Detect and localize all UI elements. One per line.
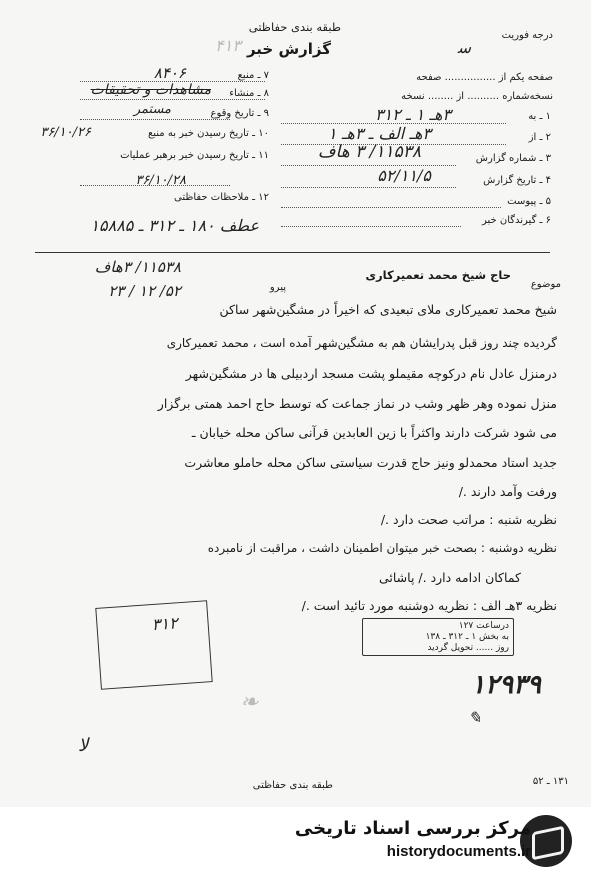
subject-value: حاج شیخ محمد تعمیرکاری [365, 268, 511, 282]
classification-top: طبقه بندی حفاظتی [248, 20, 341, 34]
field-label-received-source: ۱۰ ـ تاریخ رسیدن خبر به منبع [147, 128, 269, 139]
header-divider [35, 252, 550, 253]
field-label-recipients: ۶ ـ گیرندگان خبر [481, 215, 551, 226]
field-label-source: ۷ ـ منبع [237, 70, 269, 81]
page-stamp-faint: ۴۱۳ [215, 36, 241, 55]
field-label-occurrence: ۹ ـ تاریخ وقوع [210, 108, 269, 119]
subject-label: موضوع [530, 279, 561, 290]
body-line: درمنزل عادل نام درکوچه مقیملو پشت مسجد اردبیلی ها در مشگین‌شهر [185, 366, 557, 381]
field-label-origin: ۸ ـ منشاء [229, 88, 269, 99]
side-reference-number: ۱۱۵۳۸/ ۳هاف [94, 258, 181, 276]
large-number: ۱۲۹۳۹ [471, 670, 541, 700]
initials-mark: ✎ [468, 708, 482, 727]
field-value-to: ۳هـ ۱ ـ ۳۱۲ [374, 105, 451, 124]
opinion-line: کماکان ادامه دارد ./ پاشائی [378, 570, 521, 585]
field-value-report-date: ۵۲/۱۱/۵ [377, 166, 431, 185]
body-line: منزل نموده وهر ظهر وشب در نماز جماعت که توسط حاج احمد همتی برگزار [157, 396, 557, 411]
receipt-stamp-line: روز ...... تحویل گردید [427, 643, 509, 653]
urgency-mark: ﺳ [457, 38, 471, 57]
opinion-line: نظریه شنبه : مراتب صحت دارد ./ [380, 512, 557, 527]
field-label-report-date: ۴ ـ تاریخ گزارش [483, 175, 551, 186]
opinion-line: نظریه دوشنبه : بصحت خبر میتوان اطمینان داشت ، مراقبت از نامبرده [207, 541, 557, 555]
copy-of: نسخه‌شماره .......... از ........ نسخه [401, 91, 553, 102]
page-of: صفحه یکم از ................ صفحه [416, 72, 553, 83]
field-line-origin [80, 99, 265, 100]
archive-url: historydocuments.ir [386, 843, 531, 860]
field-label-attachment: ۵ ـ پیوست [507, 196, 551, 207]
handwritten-reference: عطف ۱۸۰ ـ ۳۱۲ ـ ۱۵۸۸۵ [90, 216, 259, 235]
field-label-security-notes: ۱۲ ـ ملاحظات حفاظتی [174, 192, 269, 203]
field-value-received-leader: ۳۶/۱۰/۲۸ [135, 173, 186, 188]
archive-name: مرکز بررسی اسناد تاریخی [294, 818, 531, 839]
classification-bottom: طبقه بندی حفاظتی [252, 780, 333, 791]
field-label-received-leader: ۱۱ ـ تاریخ رسیدن خبر برهبر عملیات [120, 150, 269, 161]
handwritten-box [95, 600, 212, 690]
field-value-from: ۳هـ الف ـ ۳هـ ۱ [328, 124, 431, 143]
body-line: ورفت وآمد دارند ./ [458, 484, 557, 499]
receipt-stamp-line: به بخش ۱ ـ ۳۱۲ ـ ۱۳۸ [425, 632, 509, 642]
left-margin-signature: ﻻ [78, 735, 89, 756]
signature-mark: ❧ [240, 690, 259, 715]
side-reference-date: ۵۲/ ۱۲ / ۲۳ [108, 282, 181, 300]
field-label-from: ۲ ـ از [528, 132, 551, 143]
receipt-stamp [362, 618, 514, 656]
body-line: می شود شرکت دارند واکثراً با زین العابدین قرآنی ساکن محله خیابان ـ [191, 425, 557, 440]
field-line-attachment [281, 207, 501, 208]
report-title: گزارش خبر [246, 40, 331, 58]
form-code: ۱۳۱ ـ ۵۲ [532, 776, 569, 787]
field-line-recipients [281, 226, 461, 227]
opinion-line: نظریه ۳هـ الف : نظریه دوشنبه مورد تائید است ./ [301, 598, 557, 613]
box-number: ۳۱۲ [151, 613, 179, 635]
field-value-source: ۸۴۰۶ [153, 64, 186, 82]
field-label-report-no: ۳ ـ شماره گزارش [475, 153, 551, 164]
field-label-to: ۱ ـ به [528, 111, 551, 122]
field-line-occurrence [80, 119, 230, 120]
field-line-received-leader [80, 185, 230, 186]
body-line: گردیده چند روز قبل پدرایشان هم به مشگین‌شهر آمده است ، محمد تعمیرکاری [166, 336, 557, 350]
urgency-label: درجه فوریت [501, 30, 553, 41]
field-value-received-source: ۳۶/۱۰/۲۶ [40, 125, 91, 140]
field-line-report-date [281, 187, 456, 188]
peyro-label: پیرو [269, 282, 286, 293]
field-value-origin: مشاهدات و تحقیقات [90, 82, 211, 98]
body-line: شیخ محمد تعمیرکاری ملای تبعیدی که اخیراً در مشگین‌شهر ساکن [219, 302, 557, 317]
body-line: جدید استاد محمدلو ونیز حاج قدرت سیاستی ساکن محله حاملو معاشرت [184, 455, 557, 470]
field-value-occurrence: مستمر [133, 102, 171, 117]
field-value-report-no: ۱۱۵۳۸/ ۳ هاف [317, 142, 421, 162]
receipt-stamp-line: درساعت ۱۲۷ [458, 621, 509, 631]
